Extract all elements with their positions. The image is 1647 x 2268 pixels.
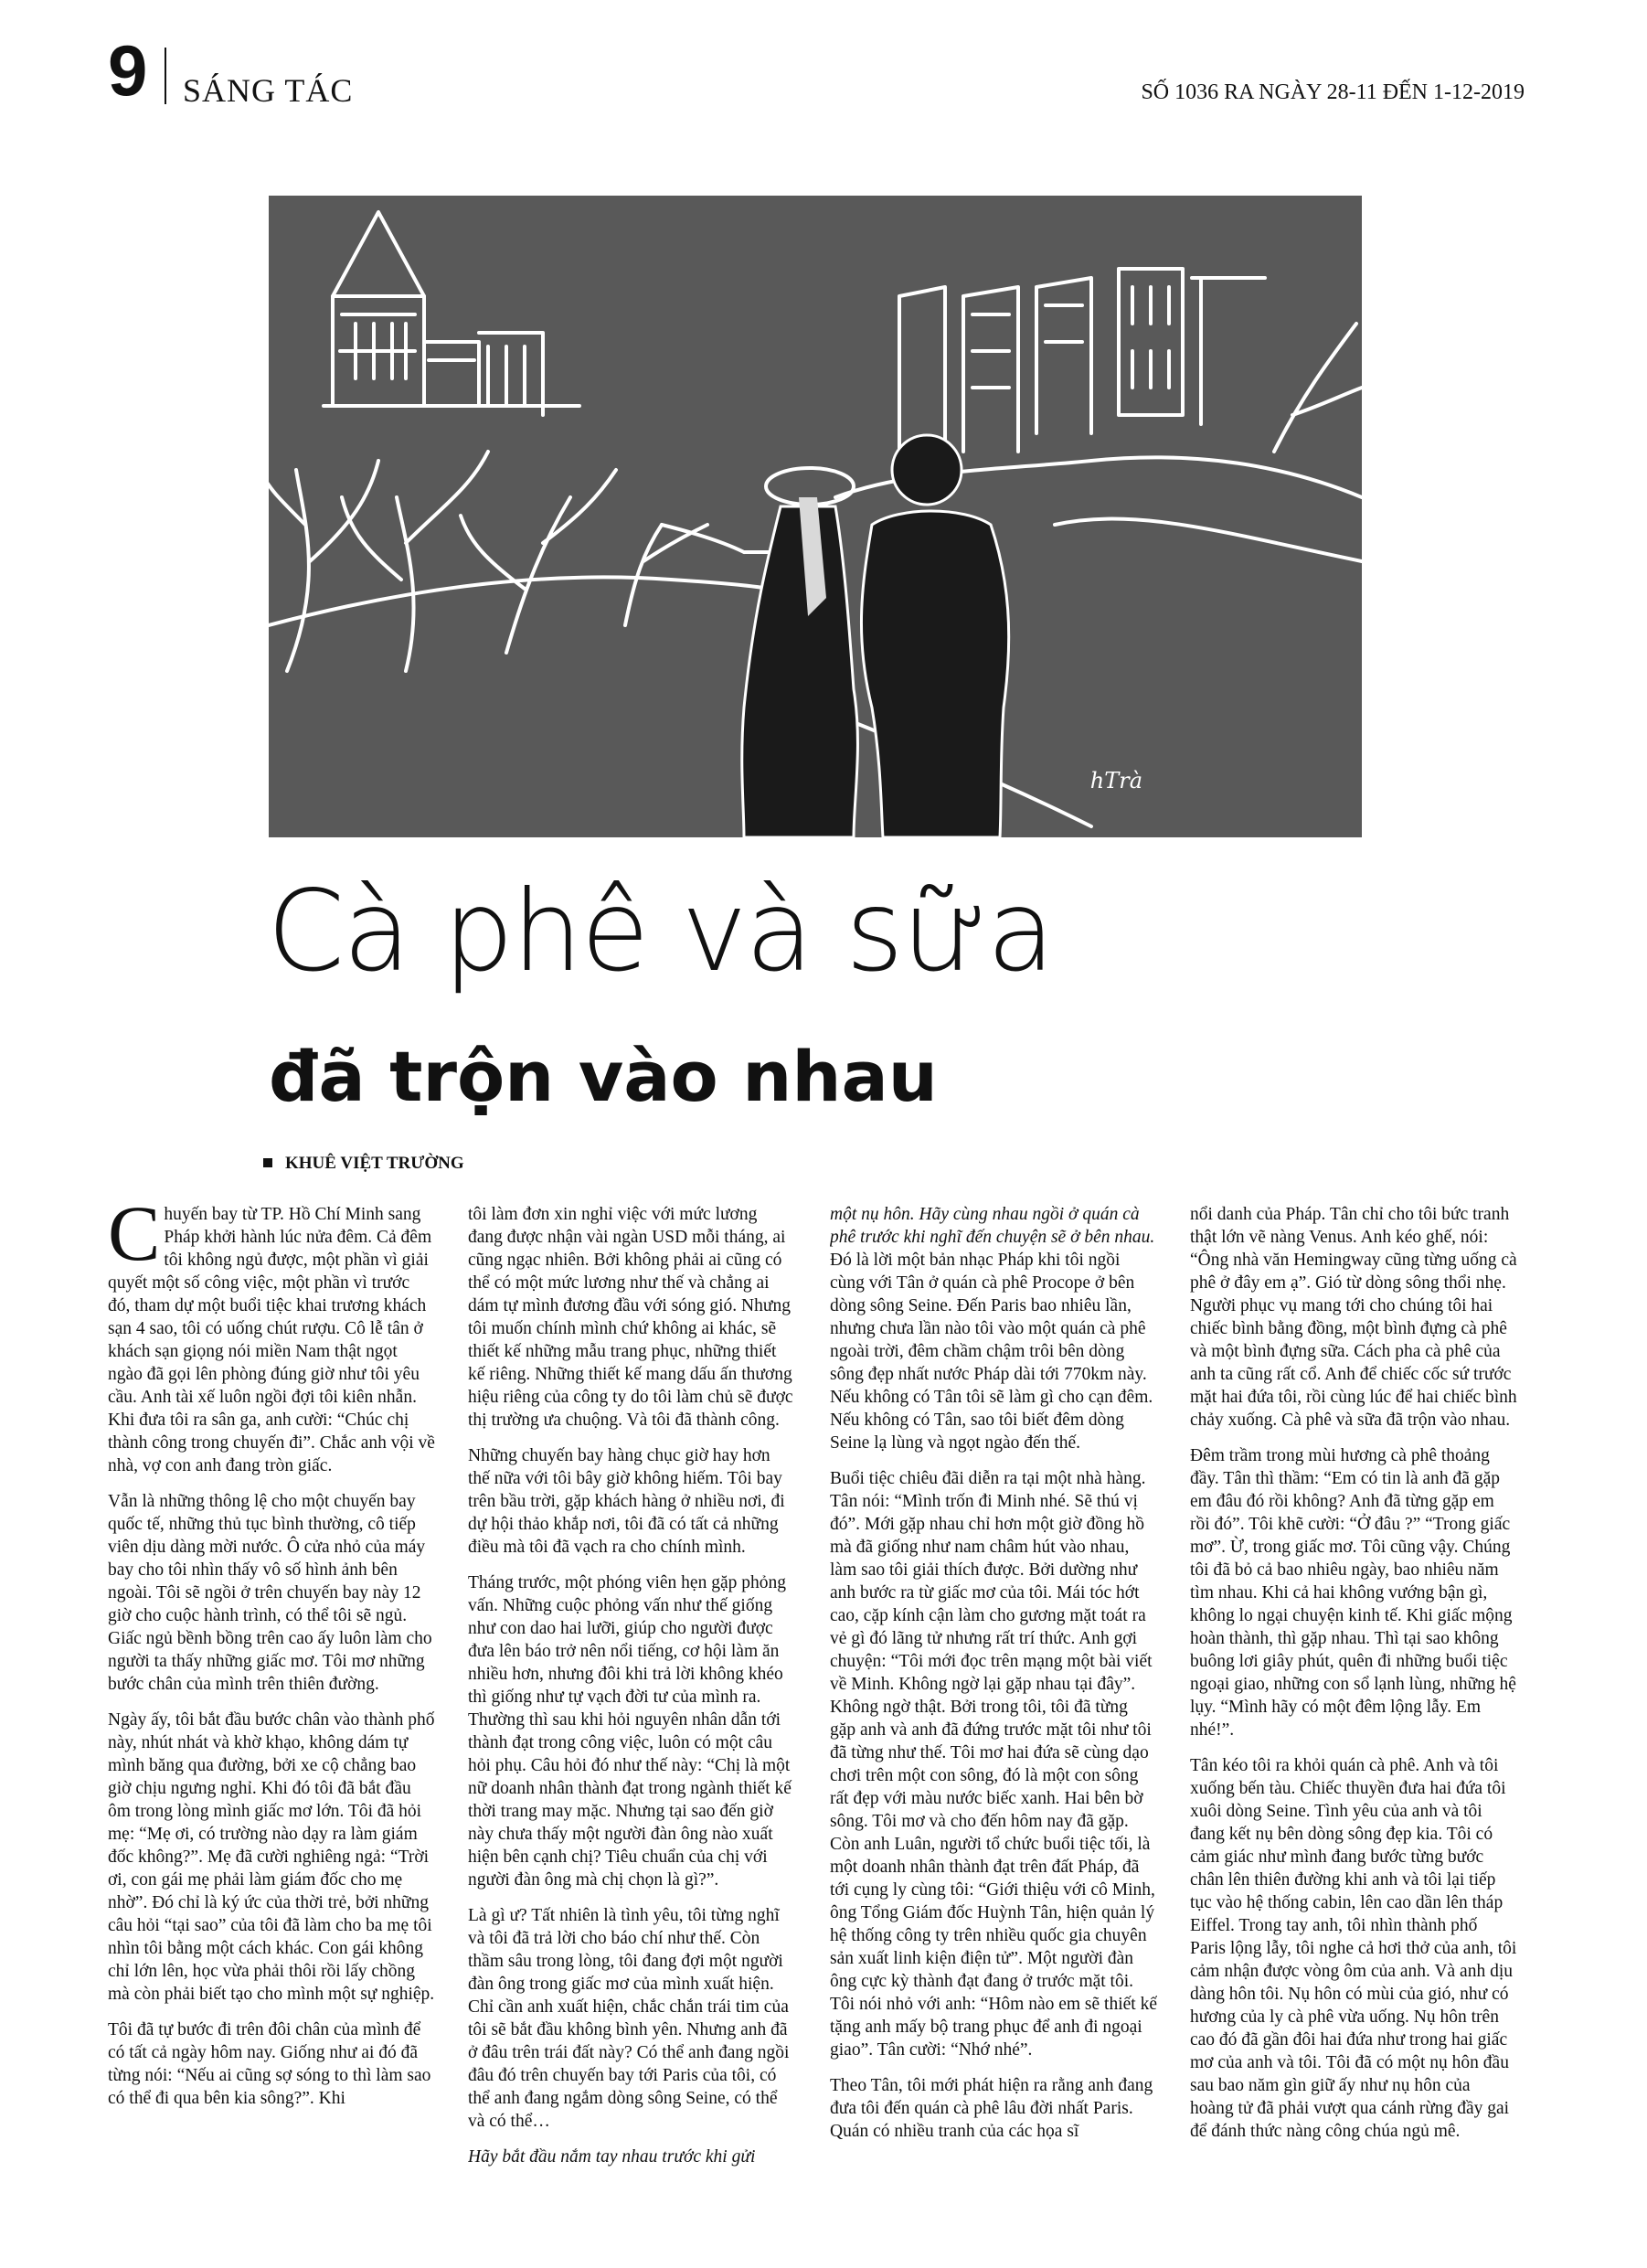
- artist-signature: hTrà: [1089, 768, 1142, 793]
- paragraph: Ngày ấy, tôi bắt đầu bước chân vào thành phố này, nhút nhát và khờ khạo, không dám tự mình băng qua đường, bởi xe cộ chẳng bao giờ chịu ngưng nghỉ. Khi đó tôi đã bắt đầu ôm trong lòng mình giấc mơ lớn. Tôi đã hỏi mẹ: “Mẹ ơi, có trường nào dạy ra làm giám đốc không?”. Mẹ đã cười nghiêng ngả: “Trời ơi, con gái mẹ phải làm giám đốc cho mẹ nhờ”. Đó chỉ là ký ức của thời trẻ, bởi những câu hỏi “tại sao” của tôi đã làm cho ba mẹ tôi nhìn tôi bằng một cách khác. Con gái không chỉ lớn lên, học vừa phải thôi rồi lấy chồng mà còn phải biết tạo cho mình một sự nghiệp.: [108, 1710, 435, 2004]
- byline: [263, 1154, 464, 1174]
- page-number: 9: [108, 30, 148, 111]
- article-title-line1: Cà phê và sữa: [267, 867, 1054, 996]
- article-column-3: [830, 1203, 1157, 2245]
- article-column-4: [1190, 1203, 1517, 2245]
- paragraph: một nụ hôn. Hãy cùng nhau ngồi ở quán cà phê trước khi nghĩ đến chuyện sẽ ở bên nhau. Đó là lời một bản nhạc Pháp khi tôi ngồi cùng với Tân ở quán cà phê Procope ở bên dòng sông Seine. Đến Paris bao nhiêu lần, nhưng chưa lần nào tôi vào một quán cà phê ngoài trời, đêm chầm chậm trôi bên dòng sông đẹp nhất nước Pháp dài tới 770km này. Nếu không có Tân tôi sẽ làm gì cho cạn đêm. Nếu không có Tân, sao tôi biết đêm dòng Seine lạ lùng và ngọt ngào đến thế.: [830, 1205, 1155, 1453]
- illustration: [269, 196, 1362, 837]
- paragraph: Là gì ư? Tất nhiên là tình yêu, tôi từng nghĩ và tôi đã trả lời cho báo chí như thế. Còn thầm sâu trong lòng, tôi đang đợi một người đàn ông trong giấc mơ của mình xuất hiện. Chỉ cần anh xuất hiện, chắc chắn trái tim của tôi sẽ bắt đầu không bình yên. Nhưng anh đã ở đâu trên trái đất này? Có thể anh đang ngồi đâu đó trên chuyến bay tới Paris của tôi, có thể anh đang ngắm dòng sông Seine, có thể và có thể…: [468, 1906, 790, 2131]
- italic-quote: một nụ hôn. Hãy cùng nhau ngồi ở quán cà phê trước khi nghĩ đến chuyện sẽ ở bên nhau.: [830, 1205, 1155, 1247]
- paragraph: Vẫn là những thông lệ cho một chuyến bay quốc tế, những thủ tục bình thường, cô tiếp viên dịu dàng mời nước. Ô cửa nhỏ của máy bay cho tôi nhìn thấy vô số hình ảnh bên ngoài. Tôi sẽ ngồi ở trên chuyến bay này 12 giờ cho cuộc hành trình, có thể tôi sẽ ngủ. Giấc ngủ bềnh bồng trên cao ấy luôn làm cho người ta thấy những giấc mơ. Tôi mơ những bước chân của mình trên thiên đường.: [108, 1492, 432, 1694]
- article-column-2: [468, 1203, 795, 2245]
- paragraph: tôi làm đơn xin nghỉ việc với mức lương đang được nhận vài ngàn USD mỗi tháng, ai cũng ngạc nhiên. Bởi không phải ai cũng có thể có một mức lương như thế và chẳng ai dám tự mình đương đầu với sóng gió. Nhưng tôi muốn chính mình chứ không ai khác, sẽ thiết kế những mẫu trang phục, những thiết kế riêng. Những thiết kế mang dấu ấn thương hiệu riêng của công ty do tôi làm chủ sẽ được thị trường ưa chuộng. Và tôi đã thành công.: [468, 1205, 793, 1430]
- section-title: SÁNG TÁC: [183, 72, 354, 109]
- article-column-1: [108, 1203, 435, 2245]
- paragraph: Buổi tiệc chiêu đãi diễn ra tại một nhà hàng. Tân nói: “Mình trốn đi Minh nhé. Sẽ thú vị đó”. Mới gặp nhau chỉ hơn một giờ đồng hồ mà đã giống như nam châm hút vào nhau, làm sao tôi giải thích được. Bởi dường như anh bước ra từ giấc mơ của tôi. Mái tóc hớt cao, cặp kính cận làm cho gương mặt toát ra vẻ gì đó lãng tử nhưng rất trí thức. Anh gợi chuyện: “Tôi mới đọc trên mạng một bài viết về Minh. Không ngờ lại gặp nhau tại đây”. Không ngờ thật. Bởi trong tôi, tôi đã từng gặp anh và anh đã đứng trước mặt tôi như tôi đã từng như thế. Tôi mơ hai đứa sẽ cùng dạo chơi trên một con sông, đó là một con sông rất đẹp với màu nước biếc xanh. Hai bên bờ sông. Tôi mơ và cho đến hôm nay đã gặp. Còn anh Luân, người tổ chức buổi tiệc tối, là một doanh nhân thành đạt trên đất Pháp, đã tới cụng ly cùng tôi: “Giới thiệu với cô Minh, ông Tổng Giám đốc Huỳnh Tân, hiện quản lý hệ thống công ty trên nhiều quốc gia chuyên sản xuất linh kiện điện tử”. Một người đàn ông cực kỳ thành đạt đang ở trước mặt tôi. Tôi nói nhỏ với anh: “Hôm nào em sẽ thiết kế tặng anh mấy bộ trang phục để anh đi ngoại giao”. Tân cười: “Nhớ nhé”.: [830, 1469, 1157, 2060]
- issue-info: SỐ 1036 RA NGÀY 28-11 ĐẾN 1-12-2019: [1141, 80, 1525, 104]
- author-name: KHUÊ VIỆT TRƯỜNG: [285, 1154, 464, 1173]
- paragraph: Chuyến bay từ TP. Hồ Chí Minh sang Pháp khởi hành lúc nửa đêm. Cả đêm tôi không ngủ được, một phần vì giải quyết một số công việc, một phần vì trước đó, tham dự một buổi tiệc khai trương khách sạn 4 sao, tôi có uống chút rượu. Cô lễ tân ở khách sạn giọng nói miền Nam thật ngọt ngào đã gọi lên phòng đúng giờ như tôi yêu cầu. Anh tài xế luôn ngồi đợi tôi kiên nhẫn. Khi đưa tôi ra sân ga, anh cười: “Chúc chị thành công trong chuyến đi”. Chắc anh vội về nhà, vợ con anh đang tròn giấc.: [108, 1203, 435, 1475]
- paragraph: Đêm trầm trong mùi hương cà phê thoảng đầy. Tân thì thầm: “Em có tin là anh đã gặp em đâu đó rồi không? Anh đã từng gặp em rồi đó”. Tôi khẽ cười: “Ở đâu ?” “Trong giấc mơ”. Ừ, trong giấc mơ. Tôi cũng vậy. Chúng tôi đã bỏ cả bao nhiêu ngày, bao nhiêu năm tìm nhau. Khi cả hai không vướng bận gì, không lo ngại chuyện kinh tế. Khi giấc mộng hoàn thành, thì gặp nhau. Thì tại sao không buông lơi giây phút, quên đi những buổi tiệc ngoại giao, những con sổ lạnh lùng, những hệ lụy. “Mình hãy có một đêm lộng lẫy. Em nhé!”.: [1190, 1446, 1516, 1740]
- paragraph: Theo Tân, tôi mới phát hiện ra rằng anh đang đưa tôi đến quán cà phê lâu đời nhất Paris. Quán có nhiều tranh của các họa sĩ: [830, 2076, 1153, 2141]
- paragraph: nổi danh của Pháp. Tân chỉ cho tôi bức tranh thật lớn vẽ nàng Venus. Anh kéo ghế, nói: “Ông nhà văn Hemingway cũng từng uống cà phê ở đây em ạ”. Gió từ dòng sông thổi nhẹ. Người phục vụ mang tới cho chúng tôi hai chiếc bình bằng đồng, một bình đựng cà phê và một bình đựng sữa. Cách pha cà phê của anh ta cũng rất cổ. Anh để chiếc cốc sứ trước mặt hai đứa tôi, rồi cùng lúc để hai chiếc bình chảy xuống. Cà phê và sữa đã trộn vào nhau.: [1190, 1205, 1517, 1430]
- header-divider: [165, 48, 166, 104]
- article-title-line2: đã trộn vào nhau: [269, 1036, 938, 1117]
- page-header: [0, 0, 1647, 137]
- illustration-drawing: [269, 196, 1362, 837]
- paragraph: Tôi đã tự bước đi trên đôi chân của mình để có tất cả ngày hôm nay. Giống như ai đó đã từng nói: “Nếu ai cũng sợ sóng to thì làm sao có thể đi qua bên kia sông?”. Khi: [108, 2020, 431, 2108]
- italic-quote: Hãy bắt đầu nắm tay nhau trước khi gửi: [468, 2147, 756, 2167]
- paragraph: Tháng trước, một phóng viên hẹn gặp phỏng vấn. Những cuộc phỏng vấn như thế giống như con dao hai lưỡi, giúp cho người được đưa lên báo trở nên nổi tiếng, cơ hội làm ăn nhiều hơn, nhưng đôi khi trả lời không khéo thì giống như tự vạch đời tư của mình ra. Thường thì sau khi hỏi nguyên nhân dẫn tới thành đạt trong công việc, luôn có một câu hỏi phụ. Câu hỏi đó như thế này: “Chị là một nữ doanh nhân thành đạt trong ngành thiết kế thời trang may mặc. Nhưng tại sao đến giờ này chưa thấy một người đàn ông nào xuất hiện bên cạnh chị? Tiêu chuẩn của chị với người đàn ông mà chị chọn là gì?”.: [468, 1573, 792, 1890]
- drop-cap: C: [108, 1203, 161, 1277]
- paragraph: Những chuyến bay hàng chục giờ hay hơn thế nữa với tôi bây giờ không hiếm. Tôi bay trên bầu trời, gặp khách hàng ở nhiều nơi, đi dự hội thảo khắp nơi, tôi đã có tất cả những điều mà tôi đã vạch ra cho chính mình.: [468, 1446, 785, 1557]
- byline-bullet: [263, 1158, 272, 1167]
- paragraph: Tân kéo tôi ra khỏi quán cà phê. Anh và tôi xuống bến tàu. Chiếc thuyền đưa hai đứa tôi xuôi dòng Seine. Tình yêu của anh và tôi đang kết nụ bên dòng sông đẹp kia. Tôi có cảm giác như mình đang bước từng bước chân lên thiên đường khi anh và tôi lại tiếp tục vào hệ thống cabin, lên cao dần lên tháp Eiffel. Trong tay anh, tôi nhìn thành phố Paris lộng lẫy, tôi nghe cả hơi thở của anh, tôi cảm nhận được vòng ôm của anh. Và anh dịu dàng hôn tôi. Nụ hôn có mùi của gió, như có hương của ly cà phê vừa uống. Nụ hôn trên cao đó đã gần đôi hai đứa như trong hai giấc mơ của anh và tôi. Tôi đã có một nụ hôn đầu sau bao năm gìn giữ ấy như nụ hôn của hoàng tử đã phải vượt qua cánh rừng đầy gai để đánh thức nàng công chúa ngủ mê.: [1190, 1756, 1517, 2141]
